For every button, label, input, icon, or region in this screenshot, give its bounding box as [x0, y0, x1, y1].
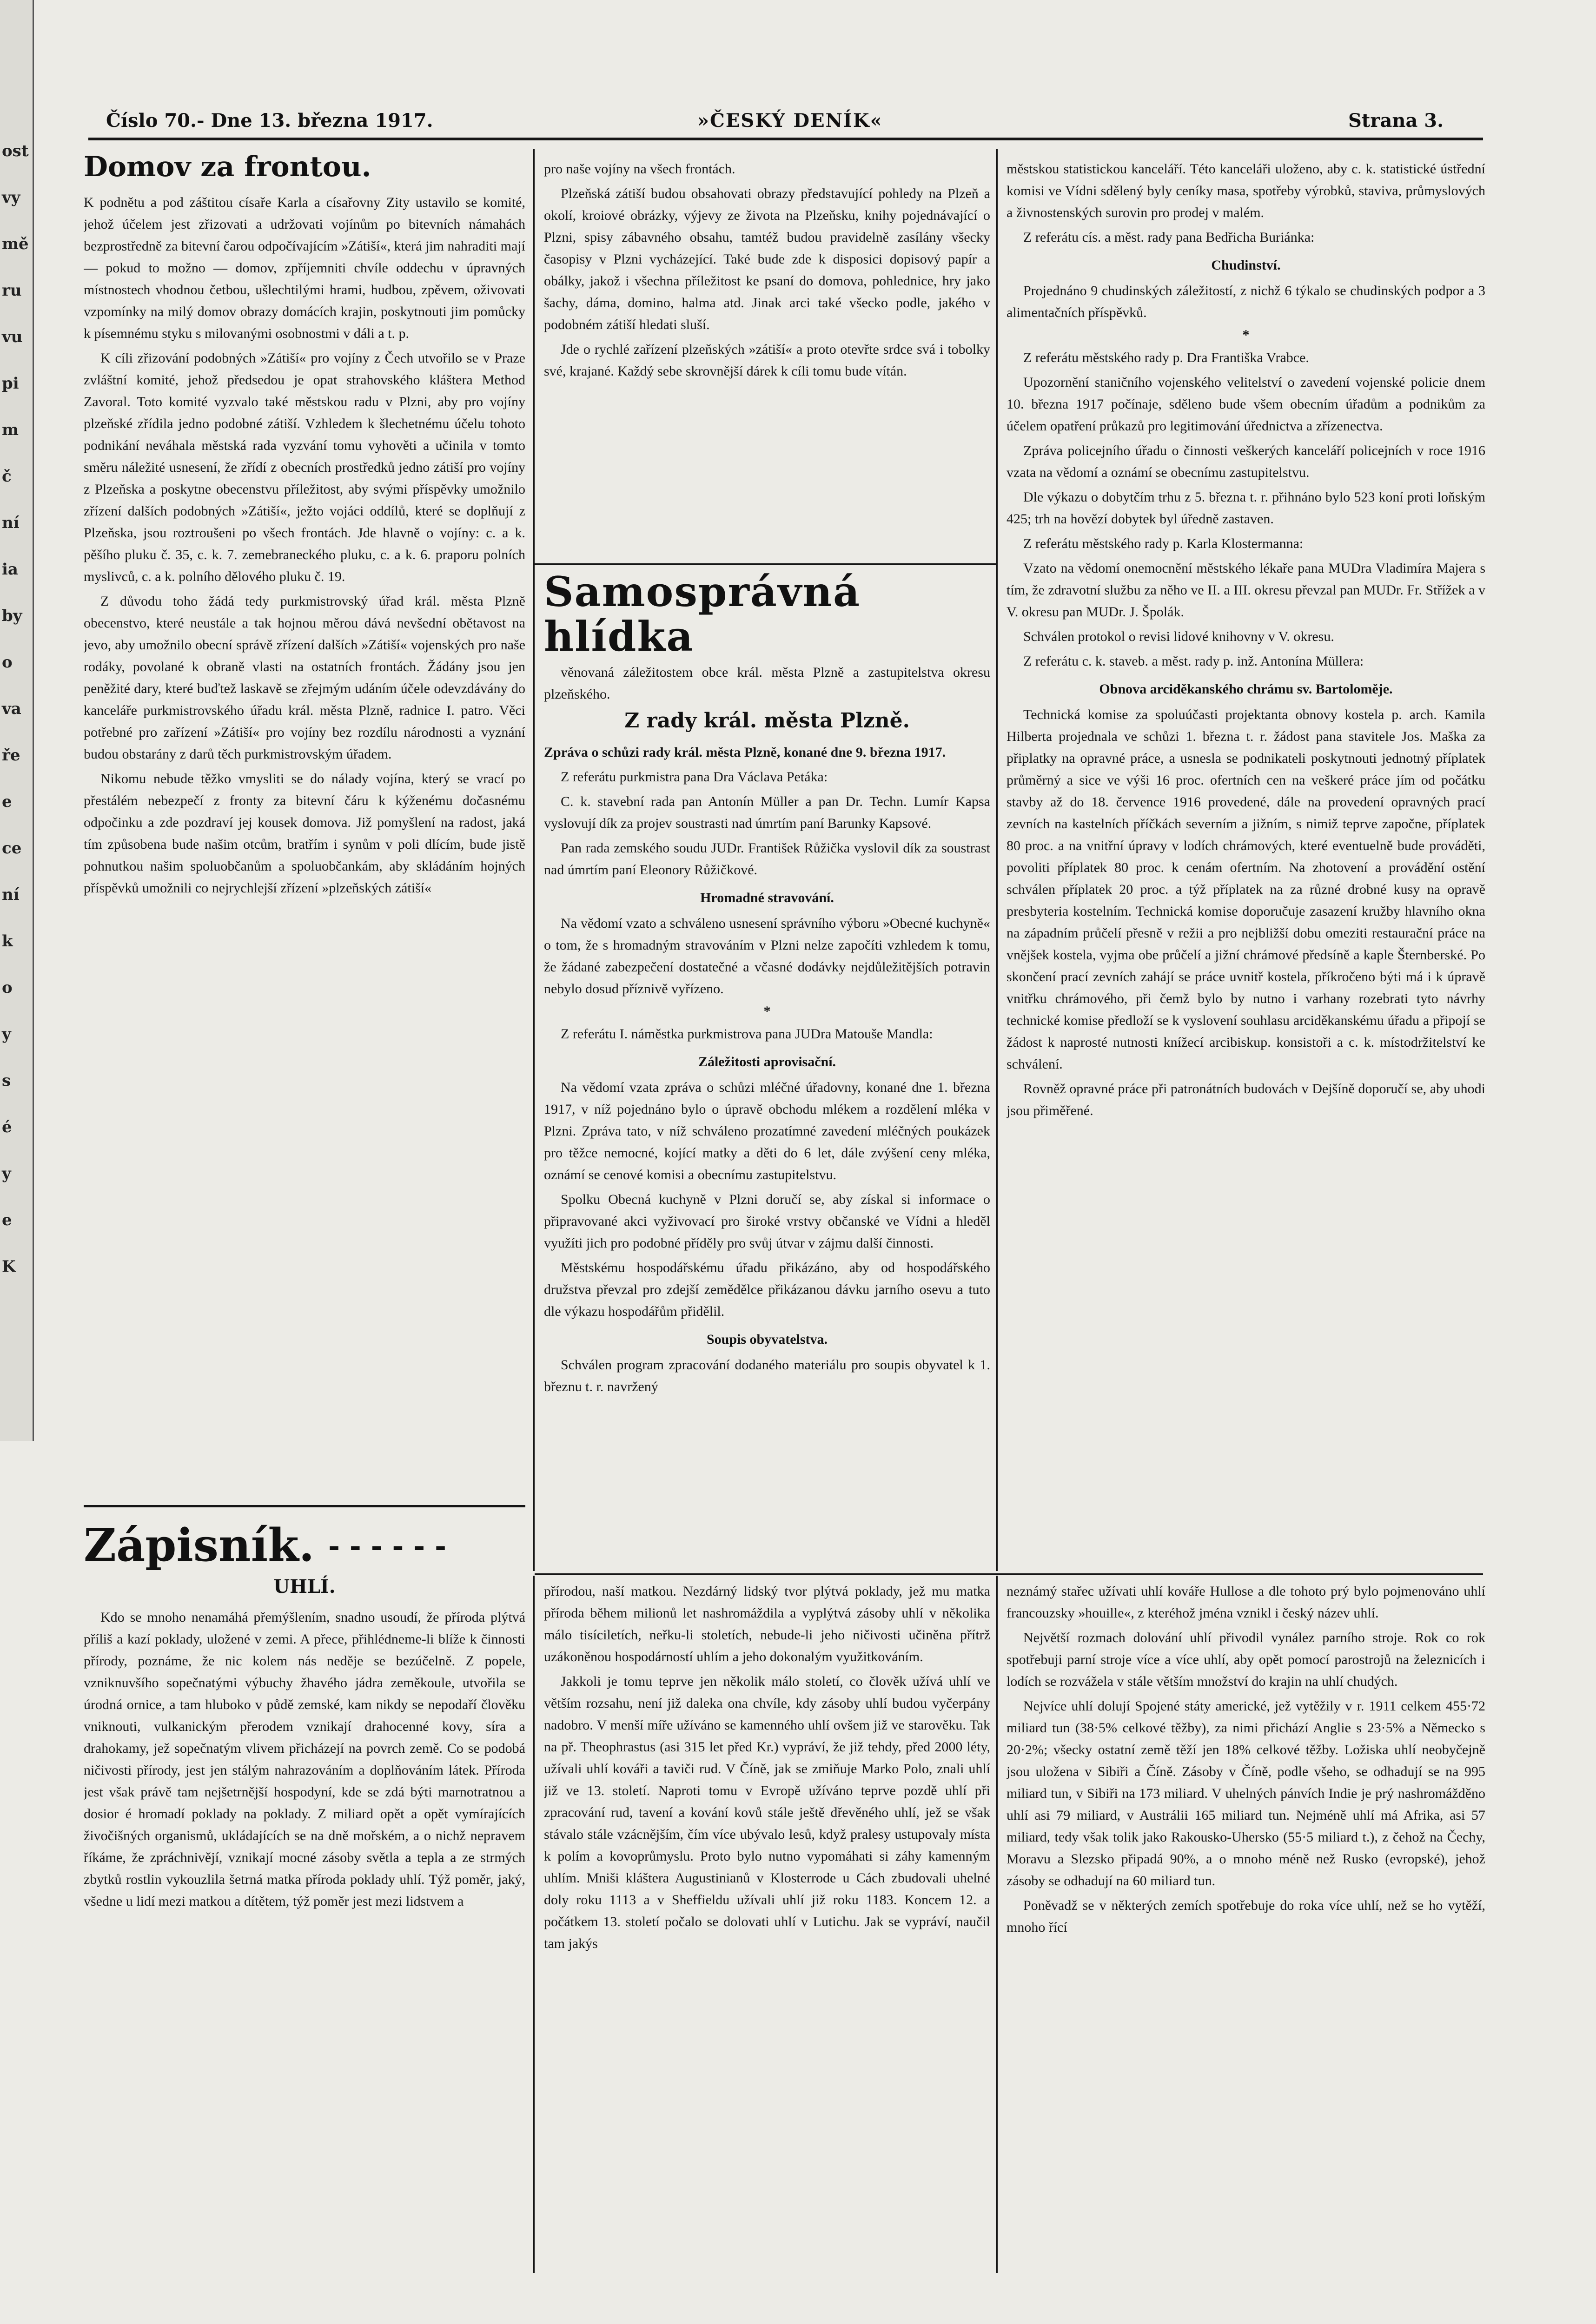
- subheading-soupis: Soupis obyvatelstva.: [706, 1332, 828, 1347]
- edge-fragment: ost: [2, 142, 29, 160]
- article-domov-za-frontou: [84, 149, 525, 1501]
- report-paragraph: Městskému hospodářskému úřadu přikázáno, aby od hospodářského družstva převzal pro zdejší zemědělce přikázanou dávku jarního osevu a tuto dle výkazu hospodářům přidělil.: [544, 1260, 990, 1319]
- edge-fragment: vy: [2, 188, 20, 207]
- zapisnik-column-1: [84, 1520, 525, 2273]
- article-title: Domov za frontou.: [84, 151, 371, 183]
- article-paragraph: Nikomu nebude těžko vmysliti se do nálady vojína, který se vrací po přestálém nebezpečí z fronty za bitevní čáru k kýženému dočasnému odpočinku a zde pozdraví jej kousek domova. Již pomyšlení na radost, jaká tím způsobena bude našim otcům, bratřím i synům v poli dlícím, bude jistě pohnutkou našim spoluobčanům a spoluobčankám, aby skládáním hojných příspěvků umožnili co nejrychlejší zřízení »plzeňských zátiší«: [84, 771, 525, 896]
- report-paragraph: Dle výkazu o dobytčím trhu z 5. března t. r. přihnáno bylo 523 koní proti loňským 425; trh na hovězí dobytek byl úředně zastaven.: [1007, 489, 1485, 527]
- edge-fragment: o: [2, 978, 13, 997]
- edge-fragment: K: [2, 1257, 16, 1276]
- zapisnik-dashes: - - - - - -: [328, 1531, 446, 1563]
- subheading-chram: Obnova arciděkanského chrámu sv. Bartoloměje.: [1099, 681, 1393, 697]
- report-paragraph: Schválen program zpracování dodaného materiálu pro soupis obyvatel k 1. březnu t. r. navržený: [544, 1357, 990, 1394]
- article-paragraph: K podnětu a pod záštitou císaře Karla a císařovny Zity ustavilo se komité, jehož účelem jest zřizovati a udržovati vojínům po bitevních námahách bezprostředně za bitevní čarou odpočívajícím »Zátiší«, která jim nahraditi mají — pokud to možno — domov, zpříjemniti chvíle oddechu v úpravných místnostech vhodnou četbou, ušlechtilými hrami, hudbou, zpěvem, oživovati vzpomínky na milý domov obrazy domácích krajin, poskytnouti jim pomůcky k písemnému styku s milovanými osobnostmi v dáli a t. p.: [84, 195, 525, 341]
- edge-fragment: ní: [2, 514, 20, 532]
- section-title: Samosprávná hlídka: [544, 569, 861, 660]
- article-paragraph: pro naše vojíny na všech frontách.: [544, 161, 735, 177]
- edge-fragment: ní: [2, 885, 20, 904]
- column-divider-4: [996, 1576, 998, 2273]
- masthead: »ČESKÝ DENÍK«: [697, 110, 883, 132]
- report-paragraph: Z referátu I. náměstka purkmistrova pana JUDra Matouše Mandla:: [561, 1026, 933, 1042]
- edge-fragment: s: [2, 1071, 11, 1090]
- edge-fragment: e: [2, 1211, 12, 1229]
- article-paragraph: Jde o rychlé zařízení plzeňských »zátiší« a proto otevřte srdce svá i tobolky své, krajané. Každý sebe skrovnější dárek k cíli tomu bude vítán.: [544, 342, 990, 379]
- section-tagline: věnovaná záležitostem obce král. města Plzně a zastupitelstva okresu plzeňského.: [544, 665, 990, 702]
- section-subtitle: Z rady král. města Plzně.: [624, 709, 910, 733]
- report-paragraph: Vzato na vědomí onemocnění městského lékaře pana MUDra Vladimíra Majera s tím, že zdravotní službu za něho ve II. a III. okresu převzal pan MUDr. Fr. Střížek a v V. okresu pan MUDr. J. Špolák.: [1007, 561, 1485, 620]
- zapisnik-title: Zápisník.: [84, 1520, 315, 1571]
- edge-fragment: pi: [2, 374, 19, 393]
- zapisnik-paragraph: Jakkoli je tomu teprve jen několik málo století, co člověk užívá uhlí ve větším rozsahu, není již daleka ona chvíle, kdy zásoby uhlí budou vyčerpány nadobro. V menší míře užíváno se kamenného uhlí ovšem již ve starověku. Tak na př. Theophrastus (asi 315 let před Kr.) vypráví, že již tehdy, před 2000 léty, užívali uhlí kováři a taviči rud. V Číně, jak se zmiňuje Marko Polo, znali uhlí již ve 13. století. Naproti tomu v Evropě užíváno teprve pozdě uhlí při zpracování rud, tavení a kování kovů stále ještě dřevěného uhlí, jež se však stávalo stále vzácnějším, čím více ubývalo lesů, když pralesy ustupovaly místa k polím a kovoprůmyslu. Proto bylo nutno vypomáhati si záhy kamenným uhlím. Mniši kláštera Augustinianů v Klosterrode u Cách zbudovali uhelné doly roku 1113 a v Sheffieldu užívali uhlí již roku 1183. Koncem 12. a počátkem 13. století počalo se dolovati uhlí v Lutichu. Jak se vypráví, naučil tam jakýs: [544, 1674, 990, 1951]
- zapisnik-paragraph: Nejvíce uhlí dolují Spojené státy americké, jež vytěžily v r. 1911 celkem 455·72 miliard tun (38·5% celkové těžby), za nimi přichází Anglie s 23·5% a Německo s 20·2%; všecky ostatní země těží jen 18% celkové těžby. Ložiska uhlí neobyčejně jsou uložena v Sibiři a Číně. Zásoby v Číně, podle všeho, se odhadují se na 995 miliard tun, v Sibiři na 173 miliard. V uhelných pánvích Indie je prý nashromážděno uhlí asi 79 miliard, v Austrálii 165 miliard tun. Nejméně uhlí má Afrika, asi 57 miliard, tedy však tolik jako Rakousko-Uhersko (55·5 miliard t.), z čehož na Čechy, Moravu a Slezsko připadá 90%, a o mnoho méně než Rusko (evropské), jehož zásoby se odhadují na 60 miliard tun.: [1007, 1698, 1485, 1888]
- section-rule: [535, 1573, 1483, 1575]
- report-paragraph: Z referátu cís. a měst. rady pana Bedřicha Buriánka:: [1023, 230, 1315, 245]
- report-paragraph: Projednáno 9 chudinských záležitostí, z nichž 6 týkalo se chudinských podpor a 3 alimentačních příspěvků.: [1007, 283, 1485, 320]
- report-paragraph: Upozornění staničního vojenského velitelství o zavedení vojenské policie dnem 10. března 1917 počínaje, sděleno bude všem obecním úřadům a podnikům za účelem opatření průkazů pro legitimování úřednictva a zřízenectva.: [1007, 375, 1485, 434]
- article-paragraph: Plzeňská zátiší budou obsahovati obrazy představující pohledy na Plzeň a okolí, kroiové obrázky, výjevy ze života na Plzeňsku, knihy pojednávající o Plzni, spisy zábavného obsahu, tamtéž budou pravidelně zasílány všecky časopisy v Plzni vycházející. Také bude zde k disposici dopisový papír a obálky, jakož i všechna příležitost ke psaní do domova, pohlednice, hry jako šachy, dáma, domino, halma atd. Jinak arci také všecko podle, jakého v podobném zátiší hledati sluší.: [544, 186, 990, 332]
- zapisnik-column-3: [1007, 1580, 1485, 2273]
- zapisnik-paragraph: přírodou, naší matkou. Nezdárný lidský tvor plýtvá poklady, jež mu matka příroda během milionů let nashromáždila a vyplýtvá zásoby uhlí v několika málo tisíciletích, neřku-li stoletích, nebude-li jeho ničivosti učiněna přítrž uzákoněnou hospodárností uhlím a jeho dokonalým využitkováním.: [544, 1584, 990, 1664]
- zapisnik-paragraph: neznámý stařec užívati uhlí kováře Hullose a dle tohoto prý bylo pojmenováno uhlí francouzsky »houille«, z kteréhož jména vznikl i český název uhlí.: [1007, 1584, 1485, 1621]
- zapisnik-paragraph: Největší rozmach dolování uhlí přivodil vynález parního stroje. Rok co rok spotřebuji parní stroje více a více uhlí, aby opět pomocí parostrojů na železnicích i lodích se rozvážela v stále větším množství do krajin na uhlí chudých.: [1007, 1630, 1485, 1689]
- edge-fragment: k: [2, 932, 13, 951]
- report-paragraph: Na vědomí vzata zpráva o schůzi mléčné úřadovny, konané dne 1. března 1917, v níž pojednáno bylo o úpravě obchodu mlékem a rozdělení mléka v Plzni. Zpráva tato, v níž schváleno prozatímné zavedení mléčných poukázek pro těžce nemocné, kojící matky a děti do 6 let, dále zvýšení ceny mléka, oznámí se cenové komisi a obecnímu zastupitelstvu.: [544, 1080, 990, 1182]
- report-lead: Zpráva o schůzi rady král. města Plzně, konané dne 9. března 1917.: [544, 745, 946, 760]
- edge-fragment: ru: [2, 281, 22, 300]
- edge-fragment: o: [2, 653, 13, 672]
- edge-fragment: vu: [2, 328, 23, 346]
- subheading-aprovisace: Záležitosti aprovisační.: [698, 1054, 836, 1070]
- edge-fragment: m: [2, 421, 19, 439]
- report-paragraph: Z referátu c. k. staveb. a měst. rady p. inž. Antonína Müllera:: [1023, 654, 1364, 669]
- article-paragraph: Z důvodu toho žádá tedy purkmistrovský úřad král. města Plzně obecenstvo, které neustále a tak hojnou měrou dává nevšední obětavost na jevo, aby umožnilo obecní správě zřízení dalších »Zátiší« vojenských pro naše rodáky, povolané k obraně vlasti na ostatních frontách. Žádány jsou jen peněžité dary, které buďtež laskavě se zřejmým udáním účele odevzdávány do kanceláře purkmistrovského úřadu král. města Plzně, radnice I. patro. Věci potřebné pro zařízení »Zátiší« pro vojíny bez rozdílu národnosti a vyznání budou obstarány z darů těch purkmistrovským úřadem.: [84, 594, 525, 762]
- header-rule: [88, 138, 1483, 140]
- subheading-hromadne: Hromadné stravování.: [700, 890, 834, 905]
- zapisnik-subtitle: UHLÍ.: [273, 1576, 336, 1598]
- report-paragraph: Na vědomí vzato a schváleno usnesení správního výboru »Obecné kuchyně« o tom, že s hromadným stravováním v Plzni nelze započíti vzhledem k tomu, že žádané zabezpečení dostatečné a včasné dodávky nejdůležitějších potravin nebylo dosud příznivě vyřízeno.: [544, 916, 990, 997]
- edge-fragment: é: [2, 1118, 12, 1136]
- page-number: Strana 3.: [1348, 110, 1444, 132]
- column-1-rule: [84, 1505, 525, 1507]
- report-paragraph: Z referátu purkmistra pana Dra Václava Petáka:: [561, 769, 828, 785]
- report-paragraph: Pan rada zemského soudu JUDr. František Růžička vyslovil dík za soustrast nad úmrtím paní Eleonory Růžičkové.: [544, 840, 990, 878]
- adjacent-page-edge: [0, 0, 34, 1441]
- separator-asterisk: *: [1242, 327, 1250, 343]
- report-paragraph: Schválen protokol o revisi lidové knihovny v V. okresu.: [1023, 629, 1334, 644]
- zapisnik-heading: [84, 1520, 525, 1574]
- zapisnik-paragraph: Kdo se mnoho nenamáhá přemýšlením, snadno usoudí, že příroda plýtvá příliš a kazí poklady, uložené v zemi. A přece, přihlédneme-li blíže k činnosti přírody, poznáme, že nic kolem nás neděje se bezúčelně. Z popele, vzniknuvšího sopečnatými výbuchy žhavého jádra zeměkoule, utvořila se úrodná ornice, a tam hluboko v půdě zemské, kam nikdy se nepodaří člověku vniknouti, vulkanickým přerodem vznikají drahocenné kovy, síra a drahokamy, jež sopečnatým vlivem přicházejí na povrch země. Co se podobá ničivosti přírody, jest jen stálým nahrazováním a doplňováním látek. Příroda jest však právě tam nejšetrnější hospodyní, kde se zdá býti marnotratnou a dosior é hromadí poklady na poklady. Z miliard opět a opět vymírajících živočišných organismů, ukládajících se na dně mořském, a o nichž nepravem říkáme, že zpráchnivějí, vznikají mocné zásoby světla a tepla a ze strmých zbytků rostlin vykouzlila šetrná matka příroda poklady uhlí. Týž poměr, jaký, všedne u lidí mezi matkou a dítětem, týž poměr jest mezi lidstvem a: [84, 1610, 525, 1909]
- section-rule-col2: [535, 563, 996, 565]
- report-paragraph: C. k. stavební rada pan Antonín Müller a pan Dr. Techn. Lumír Kapsa vyslovují dík za projev soustrasti nad úmrtím paní Barunky Kapsové.: [544, 794, 990, 831]
- report-paragraph: Zpráva policejního úřadu o činnosti veškerých kanceláří policejních v roce 1916 vzata na vědomí a oznámí se obecnímu zastupitelstvu.: [1007, 443, 1485, 480]
- article-continuation: [544, 158, 990, 558]
- subheading-chudinstvi: Chudinství.: [1211, 257, 1281, 273]
- edge-fragment: ře: [2, 746, 20, 765]
- separator-asterisk: *: [763, 1004, 771, 1019]
- issue-number-date: Číslo 70.- Dne 13. března 1917.: [106, 110, 433, 132]
- column-divider-3: [533, 1576, 535, 2273]
- edge-fragment: č: [2, 467, 12, 486]
- article-paragraph: K cíli zřizování podobných »Zátiší« pro vojíny z Čech utvořilo se v Praze zvláštní komité, jehož předsedou je opat strahovského kláštera Method Zavoral. Toto komité vyzvalo také městskou radu v Plzni, aby pro vojíny plzeňské zřídila jedno podobné zátiší. Vzhledem k šlechetnému účelu tohoto podnikání neváhala městská rada vyzvání tomu vyhověti a učinila v tomto směru náležité usnesení, že zřídí z obecních prostředků jedno zátiší pro vojíny z Plzeňska a poskytne obecenstvu příležitost, aby svými příspěvky umožnilo zřízení dalších podobných »Zátiší«, ježto vojáci oddílů, které se doplňují z Plzeňska, jsou roztroušeni po všech frontách. Jde hlavně o vojíny: c. a k. pěšího pluku č. 35, c. k. 7. zemebraneckého pluku, c. a k. 6. praporu polních myslivců, c. a k. polního dělového pluku č. 19.: [84, 350, 525, 584]
- report-paragraph: městskou statistickou kanceláří. Této kanceláři uloženo, aby c. k. statistické ústřední komisi ve Vídni sdělený byly ceníky masa, spotřeby výrobků, staviva, průmyslových a živnostenských surovin pro prodej v malém.: [1007, 161, 1485, 220]
- edge-fragment: y: [2, 1025, 11, 1043]
- report-paragraph: Z referátu městského rady p. Karla Klostermanna:: [1023, 536, 1304, 551]
- column-divider-2: [996, 149, 998, 1571]
- edge-fragment: y: [2, 1164, 11, 1183]
- zapisnik-column-2: [544, 1580, 990, 2273]
- council-report-continued: [1007, 158, 1485, 1569]
- report-paragraph: Technická komise za spoluúčasti projektanta obnovy kostela p. arch. Kamila Hilberta projednala ve schůzi 1. března t. r. žádost pana stavitele Jos. Maška za připlatky na opravné práce, a usnesla se podnikateli poskytnouti jednotný příplatek průměrný a sice ve výši 16 proc. ofertních cen na veškeré práce jím od počátku stavby až do 18. července 1916 provedené, dále na provedení opravných prací zevních na kastelních příčkách severním a jižním, s nimiž teprve započne, příplatek 80 proc. a na vnitřní úpravy v lodích chrámových, které eventuelně bude prováděti, povoliti příplatek 80 proc. k cenám ofertním. Na zhotovení a provádění ostění schválen příplatek 20 proc. a týž příplatek na za různé drobné kusy na opravě presbyteria kostelním. Technická komise doporučuje zasazení kružby hlavního okna na západním průčelí přesně v režii a pro nejbližší dobu omeziti restaurační práce na vnějšek kostela, vyjma obe průčelí a jižní chrámové předsíně a kaple Šternberské. Po skončení prací zevních zahájí se práce uvnitř kostela, příkročeno býti má i k úpravě vnitřku chrámového, při čemž bylo by nutno i varhany rozebrati tyto návrhy technické komise předloží se k vyslovení souhlasu arciděkanskému úřadu a připojí se žádost k naprosté nutnosti knížecí arcibiskup. konsistoři a c. k. místodržitelství ke schválení.: [1007, 707, 1485, 1072]
- edge-fragment: ce: [2, 839, 22, 858]
- edge-fragment: va: [2, 700, 21, 718]
- edge-fragment: mě: [2, 235, 29, 253]
- edge-fragment: ia: [2, 560, 18, 579]
- report-paragraph: Rovněž opravné práce při patronátních budovách v Dejšíně doporučí se, aby uhodi jsou přiměřené.: [1007, 1081, 1485, 1118]
- edge-fragment: e: [2, 792, 12, 811]
- section-samospravna-hlidka: [544, 569, 990, 1569]
- zapisnik-paragraph: Poněvadž se v některých zemích spotřebuje do roka více uhlí, než se ho vytěží, mnoho řící: [1007, 1898, 1485, 1935]
- column-divider-1: [533, 149, 535, 1571]
- report-paragraph: Spolku Obecná kuchyně v Plzni doručí se, aby získal si informace o připravované akci vyživovací pro široké vrstvy občanské ve Vídni a hleděl využíti jich pro podobné příděly pro svůj útvar v zájmu další činnosti.: [544, 1192, 990, 1251]
- edge-fragment: by: [2, 607, 22, 625]
- report-paragraph: Z referátu městského rady p. Dra Františka Vrabce.: [1023, 350, 1309, 365]
